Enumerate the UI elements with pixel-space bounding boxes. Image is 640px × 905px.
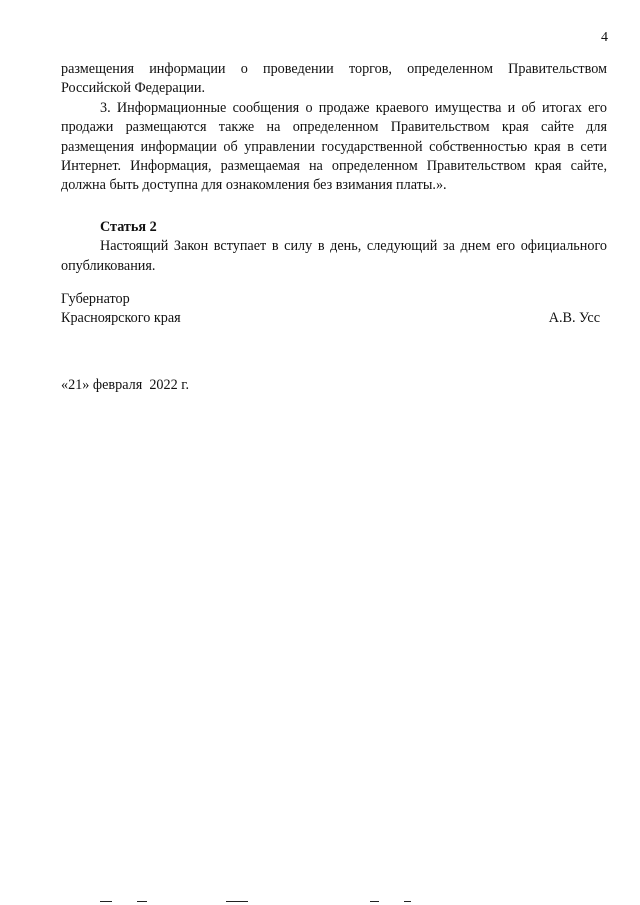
signing-date: «21» февраля 2022 г. [61,377,190,393]
signature-block [61,290,600,329]
scan-artifact-line [404,901,411,902]
paragraph-item-3: 3. Информационные сообщения о продаже краевого имущества и об итогах его продажи размещаются также на определенном Правительством края сайте для размещения информации об управлении государственной собственностью края в сети Интернет. Информация, размещаемая на определенном Правительством края сайте, должна быть доступна для ознакомления без взимания платы.». [61,99,607,194]
scan-artifact-line [370,901,379,902]
article-text: Настоящий Закон вступает в силу в день, следующий за днем его официального опубликования. [61,238,607,274]
page-number: 4 [601,30,608,45]
signatory-title-line1: Губернатор [61,291,130,307]
article-heading: Статья 2 [100,218,157,235]
signatory-title-line2: Красноярского края [61,310,181,327]
scan-artifact-line [137,901,147,902]
signatory-name: А.В. Усс [548,310,600,327]
document-body [61,60,607,276]
paragraph-continuation: размещения информации о проведении торгов, определенном Правительством Российской Федерации. [61,61,607,97]
scan-artifact-line [226,901,248,902]
signature-row [61,309,600,328]
scan-artifact-line [100,901,112,902]
